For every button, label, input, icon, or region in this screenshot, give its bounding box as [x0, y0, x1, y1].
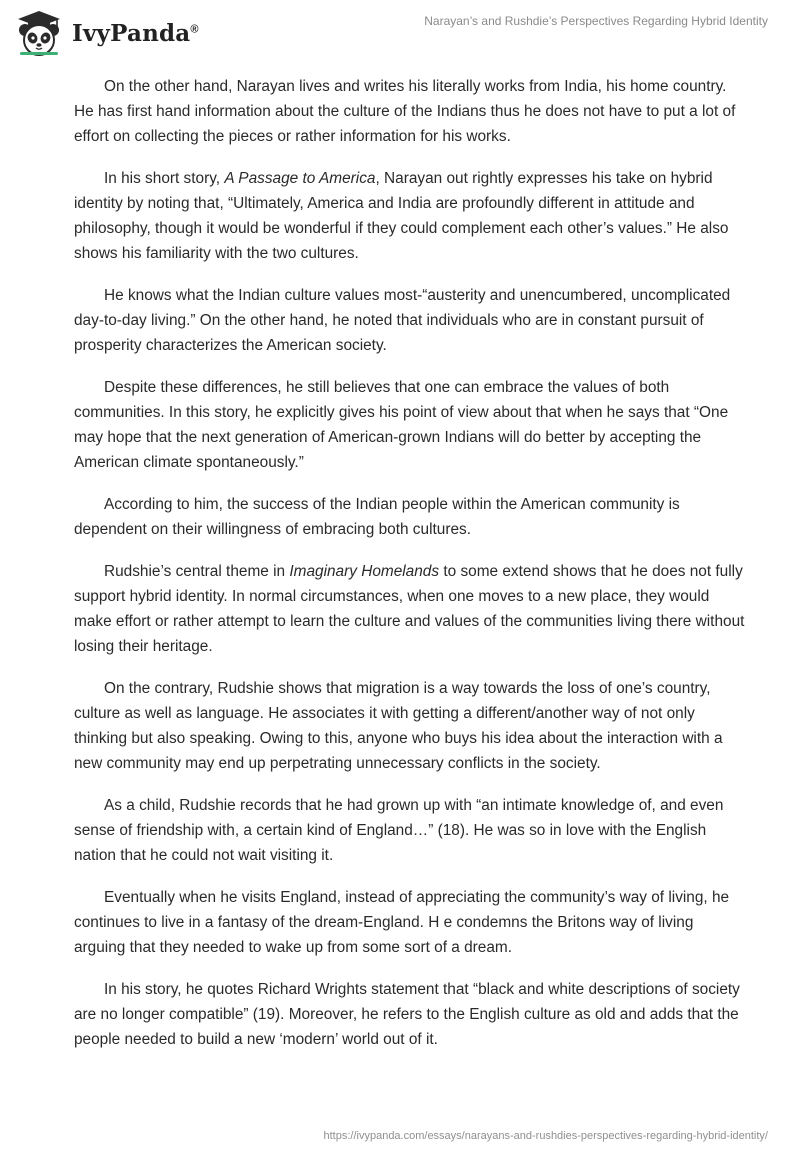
essay-body — [74, 74, 746, 1069]
page-header — [0, 0, 800, 60]
paragraph: In his short story, A Passage to America, Narayan out rightly expresses his take on hybrid identity by noting that, “Ultimately, America and India are profoundly different in attitude and philosophy, though it would be wonderful if they could complement each other’s values.” He also shows his familiarity with the two cultures. — [74, 170, 729, 262]
registered-mark: ® — [190, 22, 199, 35]
paragraph: As a child, Rudshie records that he had grown up with “an intimate knowledge of, and even sense of friendship with, a certain kind of England…” (18). He was so in love with the English nation that he could not wait visiting it. — [74, 797, 724, 864]
paragraph: According to him, the success of the Indian people within the American community is dependent on their willingness of embracing both cultures. — [74, 496, 680, 538]
paragraph: Despite these differences, he still believes that one can embrace the values of both communities. In this story, he explicitly gives his point of view about that when he says that “One may hope that the next generation of American-grown Indians will do better by accepting the American climate spontaneously.” — [74, 379, 729, 471]
brand-name: IvyPanda® — [72, 19, 199, 47]
source-url[interactable]: https://ivypanda.com/essays/narayans-and-rushdies-perspectives-regarding-hybrid-identity/ — [323, 1130, 768, 1142]
document-title: Narayan’s and Rushdie’s Perspectives Regarding Hybrid Identity — [424, 14, 768, 28]
panda-graduate-icon — [14, 8, 64, 58]
paragraph: On the other hand, Narayan lives and writes his literally works from India, his home country. He has first hand information about the culture of the Indians thus he does not have to put a lot of effort on collecting the pieces or rather information for his works. — [74, 78, 736, 145]
brand-logo[interactable] — [14, 8, 199, 58]
book-title: A Passage to America — [224, 170, 376, 187]
paragraph: In his story, he quotes Richard Wrights statement that “black and white descriptions of society are no longer compatible” (19). Moreover, he refers to the English culture as old and adds that the people needed to build a new ‘modern’ world out of it. — [74, 981, 740, 1048]
paragraph: Rudshie’s central theme in Imaginary Homelands to some extend shows that he does not fully support hybrid identity. In normal circumstances, when one moves to a new place, they would make effort or rather attempt to learn the culture and values of the communities living there without losing their heritage. — [74, 563, 745, 655]
paragraph: On the contrary, Rudshie shows that migration is a way towards the loss of one’s country, culture as well as language. He associates it with getting a different/another way of not only thinking but also speaking. Owing to this, anyone who buys his idea about the interaction with a new community may end up perpetrating unnecessary conflicts in the society. — [74, 680, 723, 772]
paragraph: He knows what the Indian culture values most-“austerity and unencumbered, uncomplicated day-to-day living.” On the other hand, he noted that individuals who are in constant pursuit of prosperity characterizes the American society. — [74, 287, 731, 354]
paragraph: Eventually when he visits England, instead of appreciating the community’s way of living, he continues to live in a fantasy of the dream-England. H e condemns the Britons way of living arguing that they needed to wake up from some sort of a dream. — [74, 889, 730, 956]
book-title: Imaginary Homelands — [289, 563, 440, 580]
